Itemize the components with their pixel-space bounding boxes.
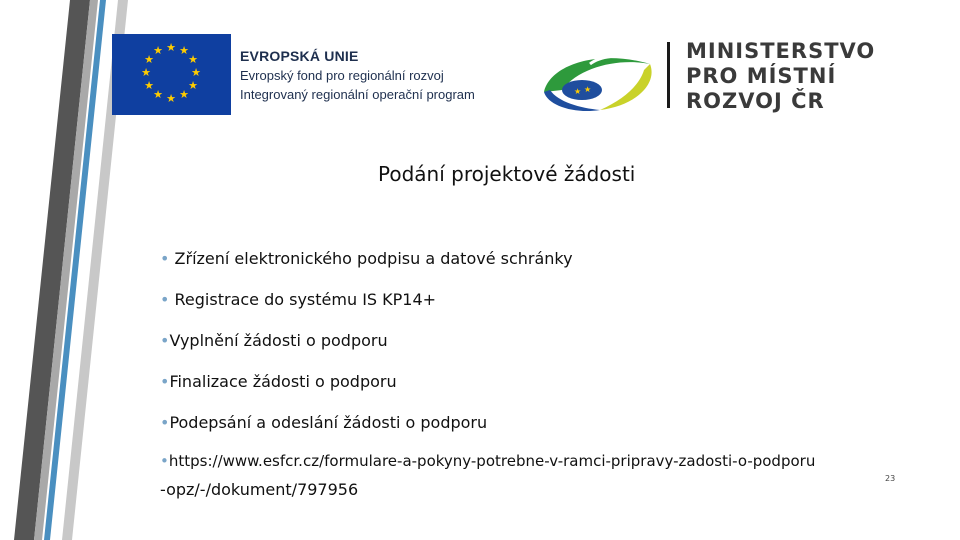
bullet-dot: • [160,413,170,432]
mmr-divider [667,42,670,108]
bullet-text: Registrace do systému IS KP14+ [174,290,437,309]
bullet-dot: • [160,290,170,309]
eu-flag-logo [112,34,231,115]
mmr-ministry-name [686,39,875,114]
mmr-line-3: ROZVOJ ČR [686,89,825,113]
svg-text:★: ★ [144,53,154,66]
bullet-item [160,413,487,432]
svg-text:★: ★ [188,53,198,66]
bullet-text: Finalizace žádosti o podporu [169,372,397,391]
page-number: 23 [885,474,896,483]
bullet-dot: • [160,249,170,268]
svg-text:★: ★ [141,66,151,79]
eu-title: EVROPSKÁ UNIE [240,48,359,64]
svg-text:★: ★ [179,88,189,101]
eu-program-name: Integrovaný regionální operační program [240,87,475,102]
mmr-line-2: PRO MÍSTNÍ [686,64,837,88]
svg-text:★: ★ [574,87,582,96]
bullet-dot: • [160,452,169,470]
bullet-item [160,249,573,268]
svg-text:★: ★ [166,92,176,105]
svg-text:★: ★ [153,44,163,57]
mmr-line-1: MINISTERSTVO [686,39,876,63]
svg-text:★: ★ [188,79,198,92]
bullet-dot: • [160,372,170,391]
bullet-item [160,331,388,350]
svg-text:★: ★ [144,79,154,92]
eu-fund-name: Evropský fond pro regionální rozvoj [240,68,444,83]
mmr-emblem-icon [540,44,660,114]
svg-text:★: ★ [179,44,189,57]
bullet-item [160,372,397,391]
bullet-item-link [160,452,815,470]
svg-text:★: ★ [584,85,592,94]
svg-text:★: ★ [191,66,201,79]
bullet-item [160,290,436,309]
bullet-dot: • [160,331,170,350]
bullet-text: Vyplnění žádosti o podporu [169,331,388,350]
bullet-text: Podepsání a odeslání žádosti o podporu [169,413,488,432]
eu-program-text [240,47,475,104]
document-link-continuation[interactable]: -opz/-/dokument/797956 [160,480,359,499]
slide-title: Podání projektové žádosti [378,162,636,186]
svg-text:★: ★ [153,88,163,101]
document-link[interactable]: https://www.esfcr.cz/formulare-a-pokyny-potrebne-v-ramci-pripravy-zadosti-o-podporu [168,452,816,470]
eu-stars-icon [112,34,231,115]
bullet-text: Zřízení elektronického podpisu a datové schránky [174,249,573,268]
svg-text:★: ★ [166,41,176,54]
